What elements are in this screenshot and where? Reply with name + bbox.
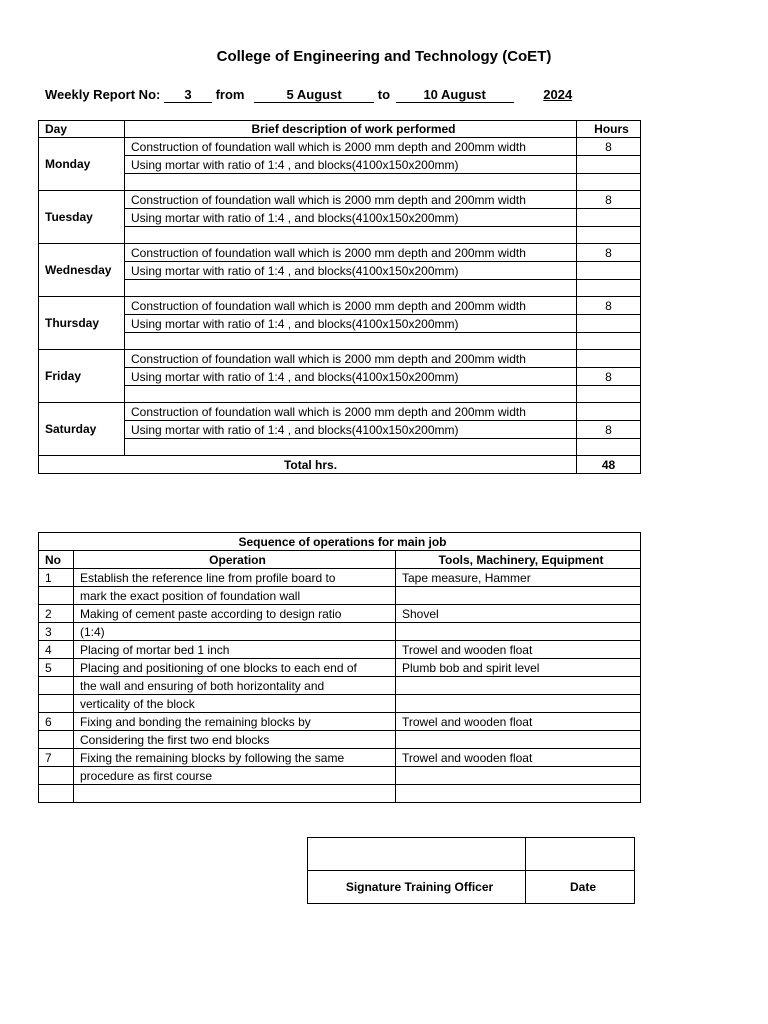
header-description: Brief description of work performed xyxy=(125,121,577,138)
day-cell: Tuesday xyxy=(39,191,125,244)
sequence-tools-cell xyxy=(396,767,641,785)
hours-cell xyxy=(577,333,641,350)
hours-cell xyxy=(577,280,641,297)
sequence-operation-cell: Fixing and bonding the remaining blocks by xyxy=(74,713,396,731)
sequence-operation-cell: Making of cement paste according to design ratio xyxy=(74,605,396,623)
work-description: Construction of foundation wall which is 2000 mm depth and 200mm width xyxy=(125,297,577,315)
sequence-operation-cell: (1:4) xyxy=(74,623,396,641)
weekly-row xyxy=(39,209,641,227)
work-description: Using mortar with ratio of 1:4 , and blocks(4100x150x200mm) xyxy=(125,156,577,174)
hours-cell xyxy=(577,262,641,280)
weekly-row xyxy=(39,403,641,421)
hours-cell xyxy=(577,315,641,333)
sequence-operation-cell: Placing and positioning of one blocks to each end of xyxy=(74,659,396,677)
hours-cell: 8 xyxy=(577,421,641,439)
hours-cell xyxy=(577,209,641,227)
hours-cell xyxy=(577,350,641,368)
sequence-tools-cell: Tape measure, Hammer xyxy=(396,569,641,587)
report-year: 2024 xyxy=(543,87,573,102)
work-description: Construction of foundation wall which is 2000 mm depth and 200mm width xyxy=(125,403,577,421)
weekly-row xyxy=(39,138,641,156)
hours-cell: 8 xyxy=(577,297,641,315)
work-description: Construction of foundation wall which is 2000 mm depth and 200mm width xyxy=(125,350,577,368)
signature-field[interactable] xyxy=(308,838,526,871)
sequence-tools-cell xyxy=(396,587,641,605)
sequence-no-cell: 3 xyxy=(39,623,74,641)
sequence-operation-cell: the wall and ensuring of both horizontality and xyxy=(74,677,396,695)
sequence-operation-cell xyxy=(74,785,396,803)
signature-label-row xyxy=(308,871,635,904)
weekly-row xyxy=(39,439,641,456)
sequence-operation-cell: verticality of the block xyxy=(74,695,396,713)
work-description: Using mortar with ratio of 1:4 , and blocks(4100x150x200mm) xyxy=(125,209,577,227)
sequence-row xyxy=(39,731,641,749)
work-description xyxy=(125,386,577,403)
sequence-row xyxy=(39,605,641,623)
weekly-row xyxy=(39,280,641,297)
date-field[interactable] xyxy=(526,838,635,871)
sequence-row xyxy=(39,749,641,767)
work-description: Using mortar with ratio of 1:4 , and blocks(4100x150x200mm) xyxy=(125,262,577,280)
work-description xyxy=(125,280,577,297)
work-description: Using mortar with ratio of 1:4 , and blocks(4100x150x200mm) xyxy=(125,315,577,333)
sequence-tools-cell: Shovel xyxy=(396,605,641,623)
day-cell: Wednesday xyxy=(39,244,125,297)
sequence-operation-cell: procedure as first course xyxy=(74,767,396,785)
signature-table xyxy=(307,837,635,904)
sequence-row xyxy=(39,641,641,659)
sequence-tools-cell: Plumb bob and spirit level xyxy=(396,659,641,677)
hours-cell: 8 xyxy=(577,191,641,209)
sequence-tools-cell xyxy=(396,677,641,695)
day-cell: Friday xyxy=(39,350,125,403)
hours-cell: 8 xyxy=(577,244,641,262)
report-number: 3 xyxy=(164,87,212,103)
sequence-operation-cell: Fixing the remaining blocks by following the same xyxy=(74,749,396,767)
weekly-row xyxy=(39,244,641,262)
work-description xyxy=(125,439,577,456)
sequence-operation-cell: Establish the reference line from profile board to xyxy=(74,569,396,587)
weekly-row xyxy=(39,262,641,280)
date-label: Date xyxy=(526,871,635,904)
sequence-no-cell: 1 xyxy=(39,569,74,587)
document-title: College of Engineering and Technology (CoET) xyxy=(216,48,552,65)
to-label: to xyxy=(377,87,391,102)
sequence-row xyxy=(39,785,641,803)
work-description: Construction of foundation wall which is 2000 mm depth and 200mm width xyxy=(125,191,577,209)
sequence-no-cell: 5 xyxy=(39,659,74,677)
sequence-row xyxy=(39,767,641,785)
sequence-caption-row xyxy=(39,533,641,551)
sequence-no-cell xyxy=(39,677,74,695)
total-row xyxy=(39,456,641,474)
work-description xyxy=(125,227,577,244)
sequence-no-cell xyxy=(39,587,74,605)
sequence-no-cell xyxy=(39,731,74,749)
day-cell: Saturday xyxy=(39,403,125,456)
hours-cell xyxy=(577,156,641,174)
sequence-row xyxy=(39,569,641,587)
hours-cell: 8 xyxy=(577,368,641,386)
header-hours: Hours xyxy=(577,121,641,138)
sequence-tools-cell xyxy=(396,623,641,641)
to-date: 10 August xyxy=(396,87,514,103)
sequence-no-cell: 6 xyxy=(39,713,74,731)
report-number-label: Weekly Report No: xyxy=(45,87,161,102)
work-description: Using mortar with ratio of 1:4 , and blocks(4100x150x200mm) xyxy=(125,421,577,439)
weekly-header-row xyxy=(39,121,641,138)
sequence-operation-cell: Placing of mortar bed 1 inch xyxy=(74,641,396,659)
sequence-no-cell: 2 xyxy=(39,605,74,623)
day-cell: Thursday xyxy=(39,297,125,350)
hours-cell xyxy=(577,174,641,191)
signature-label: Signature Training Officer xyxy=(308,871,526,904)
sequence-tools-cell: Trowel and wooden float xyxy=(396,749,641,767)
sequence-row xyxy=(39,713,641,731)
sequence-row xyxy=(39,623,641,641)
sequence-row xyxy=(39,677,641,695)
hours-cell xyxy=(577,403,641,421)
sequence-no-cell xyxy=(39,785,74,803)
sequence-no-cell: 7 xyxy=(39,749,74,767)
weekly-row xyxy=(39,297,641,315)
sequence-tools-cell: Trowel and wooden float xyxy=(396,713,641,731)
sequence-row xyxy=(39,695,641,713)
sequence-tools-cell xyxy=(396,785,641,803)
weekly-row xyxy=(39,174,641,191)
weekly-row xyxy=(39,156,641,174)
weekly-row xyxy=(39,350,641,368)
hours-cell: 8 xyxy=(577,138,641,156)
header-no: No xyxy=(39,551,74,569)
hours-cell xyxy=(577,386,641,403)
weekly-row xyxy=(39,227,641,244)
sequence-operation-cell: mark the exact position of foundation wall xyxy=(74,587,396,605)
weekly-row xyxy=(39,368,641,386)
sequence-no-cell: 4 xyxy=(39,641,74,659)
header-day: Day xyxy=(39,121,125,138)
sequence-no-cell xyxy=(39,695,74,713)
sequence-header-row xyxy=(39,551,641,569)
total-label: Total hrs. xyxy=(39,456,577,474)
weekly-row xyxy=(39,333,641,350)
signature-blank-row xyxy=(308,838,635,871)
weekly-row xyxy=(39,191,641,209)
from-label: from xyxy=(215,87,245,102)
sequence-tools-cell xyxy=(396,731,641,749)
sequence-operation-cell: Considering the first two end blocks xyxy=(74,731,396,749)
work-description: Using mortar with ratio of 1:4 , and blocks(4100x150x200mm) xyxy=(125,368,577,386)
sequence-no-cell xyxy=(39,767,74,785)
sequence-caption: Sequence of operations for main job xyxy=(39,533,641,551)
weekly-row xyxy=(39,421,641,439)
work-description: Construction of foundation wall which is 2000 mm depth and 200mm width xyxy=(125,244,577,262)
weekly-row xyxy=(39,315,641,333)
work-description xyxy=(125,174,577,191)
header-tools: Tools, Machinery, Equipment xyxy=(396,551,641,569)
work-description xyxy=(125,333,577,350)
work-description: Construction of foundation wall which is 2000 mm depth and 200mm width xyxy=(125,138,577,156)
total-value: 48 xyxy=(577,456,641,474)
weekly-row xyxy=(39,386,641,403)
report-line xyxy=(45,87,572,103)
sequence-row xyxy=(39,587,641,605)
hours-cell xyxy=(577,227,641,244)
day-cell: Monday xyxy=(39,138,125,191)
sequence-table xyxy=(38,532,641,803)
sequence-tools-cell xyxy=(396,695,641,713)
header-operation: Operation xyxy=(74,551,396,569)
sequence-row xyxy=(39,659,641,677)
weekly-work-table xyxy=(38,120,641,474)
sequence-tools-cell: Trowel and wooden float xyxy=(396,641,641,659)
hours-cell xyxy=(577,439,641,456)
from-date: 5 August xyxy=(254,87,374,103)
